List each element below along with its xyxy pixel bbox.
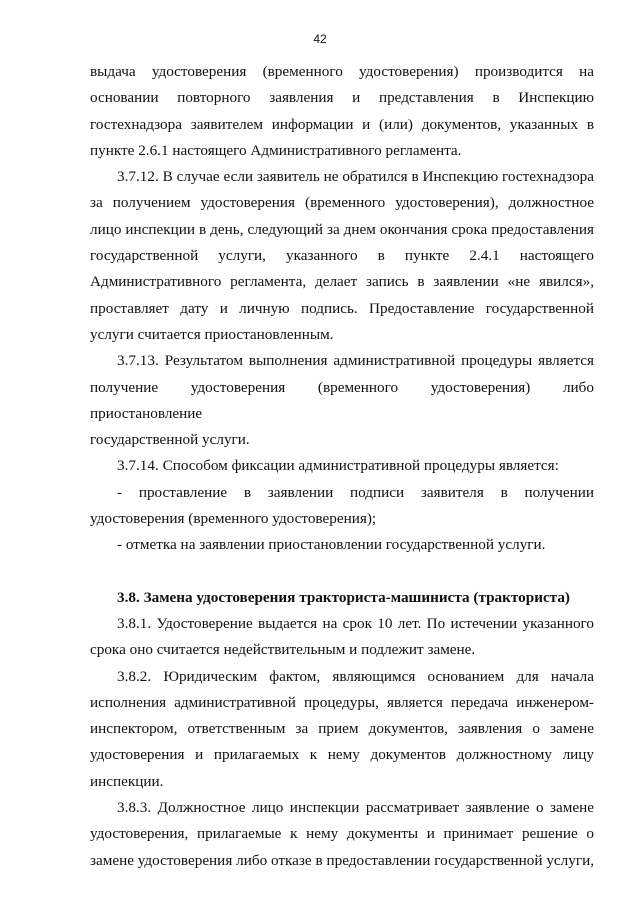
text-line: инспектором, ответственным за прием документов, заявления о замене (90, 720, 594, 738)
text-line: за получением удостоверения (временного удостоверения), должностное (90, 194, 594, 212)
text-line: услуги считается приостановленным. (90, 325, 334, 343)
document-body (90, 59, 594, 874)
paragraph (90, 59, 594, 164)
text-line: 3.7.14. Способом фиксации административной процедуры является: (117, 457, 559, 475)
text-line: 3.8.3. Должностное лицо инспекции рассматривает заявление о замене (117, 799, 594, 817)
paragraph (90, 164, 594, 348)
text-line: 3.7.12. В случае если заявитель не обратился в Инспекцию гостехнадзора (117, 168, 594, 186)
text-line: основании повторного заявления и представления в Инспекцию (90, 89, 594, 107)
paragraph (90, 453, 594, 479)
text-line: 3.8.1. Удостоверение выдается на срок 10 лет. По истечении указанного (117, 614, 594, 632)
paragraph (90, 664, 594, 795)
page-number: 42 (313, 32, 327, 46)
paragraph (90, 348, 594, 453)
text-line: 3.8.2. Юридическим фактом, являющимся основанием для начала (117, 667, 594, 685)
text-line: лицо инспекции в день, следующий за днем окончания срока предоставления (90, 220, 594, 238)
text-line: гостехнадзора заявителем информации и (или) документов, указанных в (90, 115, 594, 133)
section-heading: 3.8. Замена удостоверения тракториста-машиниста (тракториста) (117, 588, 570, 606)
text-line: Административного регламента, делает запись в заявлении «не явился», (90, 273, 594, 291)
text-line: - проставление в заявлении подписи заявителя в получении (117, 483, 594, 501)
text-line: удостоверения, прилагаемые к нему документы и принимает решение о (90, 825, 594, 843)
text-line: 3.7.13. Результатом выполнения административной процедуры является (117, 352, 594, 370)
paragraph (90, 611, 594, 664)
text-line: государственной услуги, указанного в пункте 2.4.1 настоящего (90, 247, 594, 265)
text-line: проставляет дату и личную подпись. Предоставление государственной (90, 299, 594, 317)
text-line: государственной услуги. (90, 431, 250, 449)
text-line: замене удостоверения либо отказе в предоставлении государственной услуги, (90, 851, 594, 869)
text-line: инспекции. (90, 772, 164, 790)
text-line: срока оно считается недействительным и подлежит замене. (90, 641, 476, 659)
text-line: пункте 2.6.1 настоящего Административного регламента. (90, 141, 462, 159)
text-line: исполнения административной процедуры, является передача инженером- (90, 693, 594, 711)
text-line: получение удостоверения (временного удостоверения) либо приостановление (90, 378, 594, 422)
list-item (90, 480, 594, 533)
list-item (90, 532, 594, 558)
paragraph (90, 795, 594, 874)
text-line: выдача удостоверения (временного удостоверения) производится на (90, 63, 594, 80)
text-line: - отметка на заявлении приостановлении государственной услуги. (117, 536, 546, 554)
text-line: удостоверения (временного удостоверения); (90, 510, 377, 528)
text-line: удостоверения и прилагаемых к нему документов должностному лицу (90, 746, 594, 764)
